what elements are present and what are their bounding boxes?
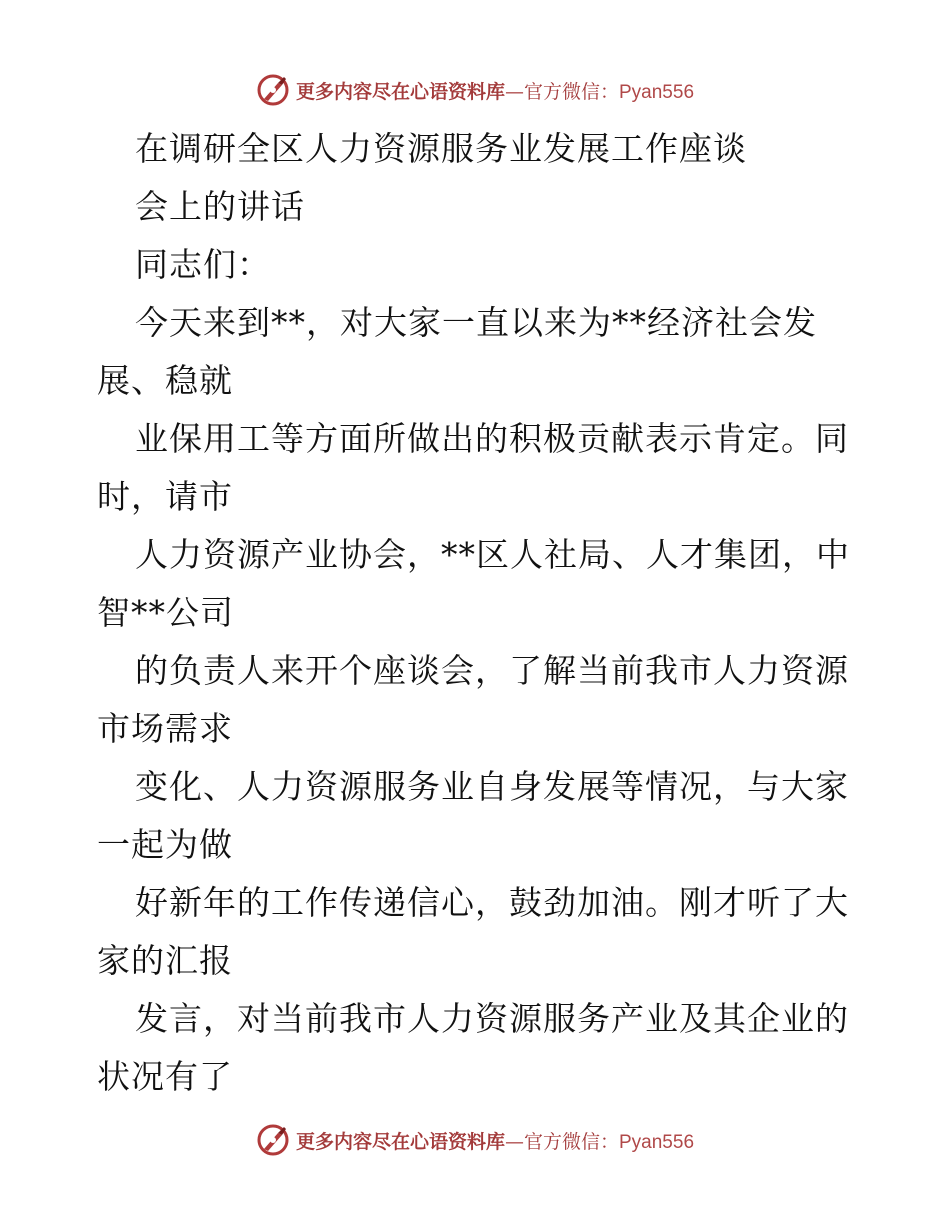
watermark-site-text: 更多内容尽在心语资料库 bbox=[295, 80, 505, 103]
body-line: 智**公司 bbox=[97, 593, 234, 632]
body-line: 的负责人来开个座谈会，了解当前我市人力资源 bbox=[135, 651, 849, 690]
body-line: 家的汇报 bbox=[97, 941, 233, 980]
body-line: 一起为做 bbox=[97, 825, 233, 864]
body-line: 今天来到**，对大家一直以来为**经济社会发 bbox=[135, 303, 817, 342]
watermark-wechat-id: Pyan556 bbox=[619, 81, 695, 103]
watermark-wechat-label: 官方微信： bbox=[523, 80, 619, 103]
quill-pen-logo-icon bbox=[256, 73, 290, 107]
watermark-banner-bottom bbox=[0, 1120, 950, 1160]
watermark-dash: — bbox=[504, 1130, 524, 1153]
body-line: 展、稳就 bbox=[97, 361, 233, 400]
document-title-line-2: 会上的讲话 bbox=[135, 187, 305, 226]
body-line: 状况有了 bbox=[97, 1057, 233, 1096]
body-line: 好新年的工作传递信心，鼓劲加油。刚才听了大 bbox=[135, 883, 849, 922]
body-line: 发言，对当前我市人力资源服务产业及其企业的 bbox=[135, 999, 849, 1038]
watermark-wechat-id: Pyan556 bbox=[619, 1131, 695, 1153]
document-body bbox=[97, 120, 857, 1106]
quill-pen-logo-icon bbox=[256, 1123, 290, 1157]
body-line: 人力资源产业协会，**区人社局、人才集团，中 bbox=[135, 535, 850, 574]
body-line: 时，请市 bbox=[97, 477, 233, 516]
body-line: 业保用工等方面所做出的积极贡献表示肯定。同 bbox=[135, 419, 849, 458]
watermark-dash: — bbox=[504, 80, 524, 103]
watermark-site-text: 更多内容尽在心语资料库 bbox=[295, 1130, 505, 1153]
body-line: 市场需求 bbox=[97, 709, 233, 748]
watermark-text bbox=[296, 1127, 694, 1154]
watermark-banner-top bbox=[0, 70, 950, 110]
salutation: 同志们： bbox=[135, 245, 271, 284]
watermark-wechat-label: 官方微信： bbox=[523, 1130, 619, 1153]
document-title-line-1: 在调研全区人力资源服务业发展工作座谈 bbox=[135, 129, 747, 168]
watermark-text bbox=[296, 77, 694, 104]
body-line: 变化、人力资源服务业自身发展等情况，与大家 bbox=[135, 767, 849, 806]
